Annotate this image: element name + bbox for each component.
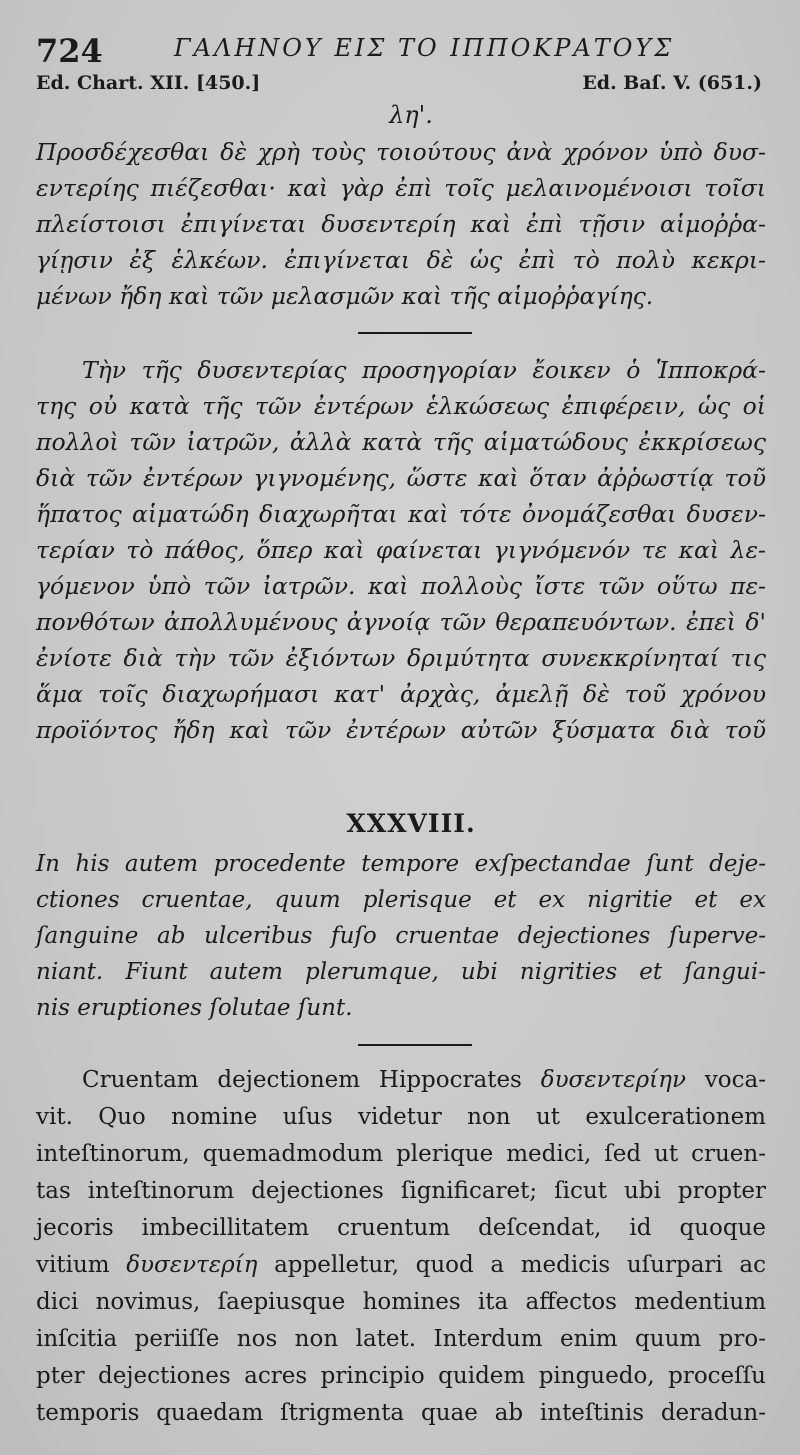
- greek-term: δυσεντερίη: [126, 1252, 258, 1278]
- text-line: πονθότων ἀπολλυμένους ἀγνοίᾳ τῶν θεραπευόντων. ἐπεὶ δ': [36, 608, 766, 636]
- text-line: προϊόντος ἤδη καὶ τῶν ἐντέρων αὐτῶν ξύσματα διὰ τοῦ: [36, 716, 766, 744]
- edition-references: [36, 72, 766, 100]
- running-head: [36, 28, 766, 72]
- text-line: jecoris imbecillitatem cruentum deſcendat, id quoque: [36, 1215, 766, 1241]
- section-divider: [358, 332, 472, 334]
- text-line: [36, 1247, 766, 1284]
- page-number: 724: [36, 32, 103, 70]
- section-divider: [358, 1044, 472, 1046]
- greek-term: δυσεντερίην: [540, 1067, 686, 1093]
- text-line: πλείστοισι ἐπιγίνεται δυσεντερίη καὶ ἐπὶ τῇσιν αἱμοῤῥα-: [36, 210, 766, 238]
- text-line: Προσδέχεσθαι δὲ χρὴ τοὺς τοιούτους ἀνὰ χρόνον ὑπὸ δυσ-: [36, 138, 766, 166]
- text-line: tas inteſtinorum dejectiones ſignificaret; ſicut ubi propter: [36, 1178, 766, 1204]
- text-line: ἐνίοτε διὰ τὴν τῶν ἐξιόντων δριμύτητα συνεκκρίνηταί τις: [36, 644, 766, 672]
- text-line: ἅμα τοῖς διαχωρήμασι κατ' ἀρχὰς, ἀμελῇ δὲ τοῦ χρόνου: [36, 680, 766, 708]
- text-line: μένων ἤδη καὶ τῶν μελασμῶν καὶ τῆς αἱμοῤῥαγίης.: [36, 282, 654, 310]
- text-span: vitium: [36, 1252, 110, 1278]
- text-line: vit. Quo nomine uſus videtur non ut exulcerationem: [36, 1104, 766, 1130]
- text-line: [36, 1062, 766, 1099]
- text-line: της οὐ κατὰ τῆς τῶν ἐντέρων ἑλκώσεως ἐπιφέρειν, ὡς οἱ: [36, 392, 766, 420]
- text-line: In his autem procedente tempore exſpectandae ſunt deje-: [36, 851, 766, 877]
- text-line: τερίαν τὸ πάθος, ὅπερ καὶ φαίνεται γιγνόμενόν τε καὶ λε-: [36, 536, 766, 564]
- text-line: temporis quaedam ſtrigmenta quae ab inteſtinis deradun-: [36, 1400, 766, 1426]
- latin-aphorism: [36, 846, 766, 1026]
- text-line: Τὴν τῆς δυσεντερίας προσηγορίαν ἔοικεν ὁ Ἱπποκρά-: [82, 356, 766, 384]
- text-span: Cruentam dejectionem Hippocrates: [82, 1067, 522, 1093]
- greek-commentary: [36, 352, 766, 748]
- text-line: niant. Fiunt autem plerumque, ubi nigrities et ſangui-: [36, 959, 766, 985]
- text-line: γόμενον ὑπὸ τῶν ἰατρῶν. καὶ πολλοὺς ἴστε τῶν οὕτω πε-: [36, 572, 766, 600]
- text-line: dici novimus, ſaepiusque homines ita affectos medentium: [36, 1289, 766, 1315]
- text-line: pter dejectiones acres principio quidem pinguedo, proceſſu: [36, 1363, 766, 1389]
- text-line: γίῃσιν ἐξ ἑλκέων. ἐπιγίνεται δὲ ὡς ἐπὶ τὸ πολὺ κεκρι-: [36, 246, 766, 274]
- text-line: ἥπατος αἱματώδη διαχωρῆται καὶ τότε ὀνομάζεσθαι δυσεν-: [36, 500, 766, 528]
- text-line: ſanguine ab ulceribus fuſo cruentae dejectiones ſuperve-: [36, 923, 766, 949]
- greek-aphorism: [36, 134, 766, 314]
- text-line: ctiones cruentae, quum plerisque et ex nigritie et ex: [36, 887, 766, 913]
- text-line: πολλοὶ τῶν ἰατρῶν, ἀλλὰ κατὰ τῆς αἱματώδους ἐκκρίσεως: [36, 428, 766, 456]
- text-line: εντερίης πιέζεσθαι· καὶ γὰρ ἐπὶ τοῖς μελαινομένοισι τοῖσι: [36, 174, 766, 202]
- edition-basel: Ed. Baſ. V. (651.): [582, 72, 762, 94]
- text-line: διὰ τῶν ἐντέρων γιγνομένης, ὥστε καὶ ὅταν ἀῤῥωστίᾳ τοῦ: [36, 464, 766, 492]
- greek-section-number: λη'.: [389, 101, 433, 129]
- latin-commentary: [36, 1062, 766, 1432]
- text-line: inſcitia periiſſe nos non latet. Interdum enim quum pro-: [36, 1326, 766, 1352]
- text-line: inteſtinorum, quemadmodum plerique medici, ſed ut cruen-: [36, 1141, 766, 1167]
- running-title: ΓΑΛΗΝΟΥ ΕΙΣ ΤΟ ΙΠΠΟΚΡΑΤΟΥΣ: [174, 34, 675, 62]
- latin-section-number: XXXVIII.: [346, 809, 476, 838]
- text-span: voca-: [704, 1067, 767, 1093]
- text-line: nis eruptiones ſolutae ſunt.: [36, 995, 353, 1021]
- text-span: appelletur, quod a medicis uſurpari ac: [274, 1252, 766, 1278]
- edition-chartier: Ed. Chart. XII. [450.]: [36, 72, 261, 94]
